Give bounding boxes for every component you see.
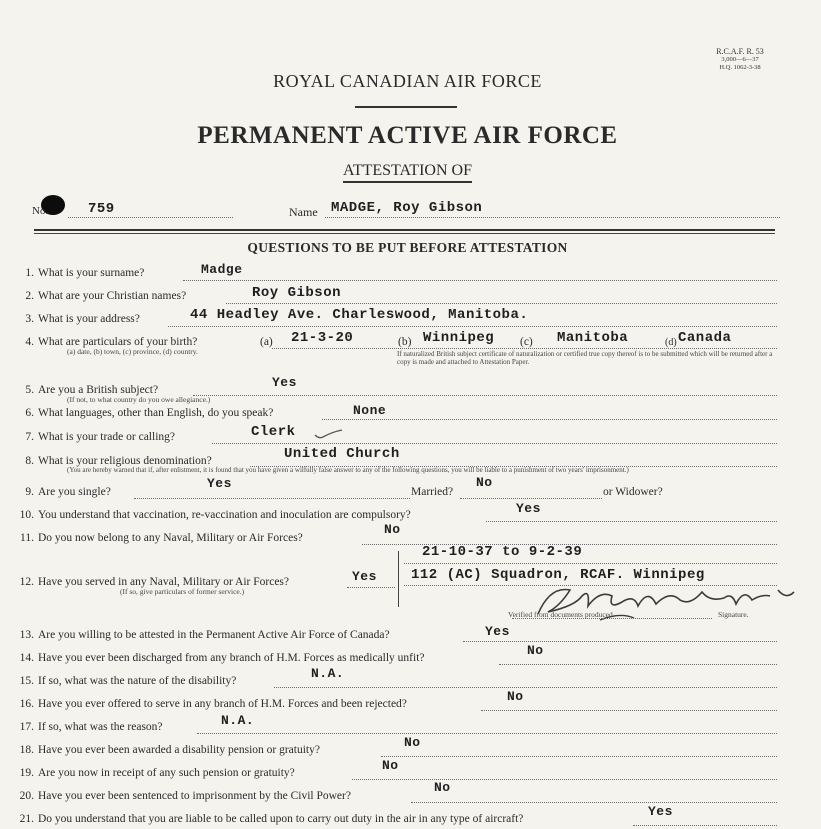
- record-number-dots: [68, 217, 233, 218]
- answer-dots: [272, 348, 777, 349]
- question-number: 6.: [25, 407, 34, 419]
- question-text: Have you ever been discharged from any branch of H.M. Forces as medically unfit?: [38, 652, 425, 664]
- question-text: If so, what was the reason?: [38, 721, 163, 733]
- answer-dots: [226, 303, 777, 304]
- answer-dots: [347, 587, 395, 588]
- form-code-line: R.C.A.F. R. 53: [716, 47, 764, 56]
- page-title: PERMANENT ACTIVE AIR FORCE: [197, 122, 618, 149]
- question-text: What is your trade or calling?: [38, 431, 175, 443]
- question-text: Are you single?: [38, 486, 111, 498]
- question-9: [12, 486, 111, 498]
- header-divider: [355, 106, 457, 108]
- answer-dots: [481, 710, 777, 711]
- answer-dots: [381, 756, 777, 757]
- answer-single: Yes: [207, 476, 232, 491]
- section-rule: [34, 229, 775, 231]
- prior-service-dates: 21-10-37 to 9-2-39: [422, 544, 583, 560]
- answer-dots: [193, 395, 777, 396]
- form-code-line: H.Q. 1062-3-38: [719, 64, 761, 71]
- birth-c-label: (c): [520, 336, 533, 348]
- question-number: 2.: [25, 290, 34, 302]
- answer-trade: Clerk: [251, 424, 296, 440]
- question-number: 4.: [25, 336, 34, 348]
- question-text: Are you willing to be attested in the Permanent Active Air Force of Canada?: [38, 629, 390, 641]
- answer-languages: None: [353, 403, 387, 418]
- answer-dots: [460, 498, 602, 499]
- question-text: You understand that vaccination, re-vaccination and inoculation are compulsory?: [38, 509, 411, 521]
- answer-dots: [352, 779, 777, 780]
- question-1: [12, 267, 144, 279]
- question-13: [12, 629, 390, 641]
- question-text: Are you now in receipt of any such pension or gratuity?: [38, 767, 295, 779]
- name-label: Name: [289, 205, 318, 219]
- section-title: QUESTIONS TO BE PUT BEFORE ATTESTATION: [247, 240, 568, 255]
- question-number: 19.: [19, 767, 34, 779]
- question-17: [12, 721, 163, 733]
- birth-country: Canada: [678, 330, 732, 346]
- answer-current-service: No: [384, 522, 401, 537]
- question-number: 10.: [19, 509, 34, 521]
- answer-rejection-reason: N.A.: [221, 713, 255, 728]
- answer-dots: [197, 733, 777, 734]
- birth-d-label: (d): [665, 337, 677, 348]
- question-number: 5.: [25, 384, 34, 396]
- question-10: [12, 509, 411, 521]
- question-number: 13.: [19, 629, 34, 641]
- question-number: 11.: [20, 532, 34, 544]
- question-14: [12, 652, 425, 664]
- question-text: Have you ever offered to serve in any branch of H.M. Forces and been rejected?: [38, 698, 407, 710]
- question-number: 21.: [19, 813, 34, 825]
- birth-b-label: (b): [398, 336, 412, 348]
- question-text: Do you now belong to any Naval, Military or Air Forces?: [38, 532, 303, 544]
- answer-willing: Yes: [485, 624, 510, 639]
- question-21: [12, 813, 523, 825]
- answer-married: No: [476, 475, 493, 490]
- answer-rejected: No: [507, 689, 524, 704]
- question-number: 17.: [19, 721, 34, 733]
- question-text: What are particulars of your birth?: [38, 336, 198, 348]
- question-number: 9.: [25, 486, 34, 498]
- question-6: [12, 407, 273, 419]
- question-19: [12, 767, 295, 779]
- naturalization-note: If naturalized British subject certificate of naturalization or certified true copy thereof is to be submitted which will be returned after a copy is made and attached to Attestation Paper.: [397, 350, 773, 366]
- verified-label: Verified from documents produced.: [508, 610, 615, 619]
- question-4-sub: (a) date, (b) town, (c) province, (d) country.: [67, 347, 198, 356]
- answer-christian-names: Roy Gibson: [252, 285, 342, 301]
- answer-dots: [411, 802, 777, 803]
- answer-dots: [168, 326, 777, 327]
- question-number: 15.: [19, 675, 34, 687]
- answer-dots: [134, 498, 410, 499]
- married-label: Married?: [411, 486, 454, 498]
- question-text: What is your surname?: [38, 267, 145, 279]
- form-code-line: 3,000—6—37: [721, 56, 759, 63]
- answer-dots: [633, 825, 777, 826]
- question-text: Have you ever been awarded a disability pension or gratuity?: [38, 744, 320, 756]
- question-number: 12.: [19, 576, 34, 588]
- answer-dots: [322, 419, 777, 420]
- question-3: [12, 313, 140, 325]
- question-5-sub: (If not, to what country do you owe allegiance.): [67, 395, 211, 404]
- question-15: [12, 675, 236, 687]
- question-number: 7.: [25, 431, 34, 443]
- question-12-sub: (If so, give particulars of former service.): [120, 587, 245, 596]
- attestation-label: ATTESTATION OF: [343, 162, 472, 183]
- birth-a-label: (a): [260, 336, 273, 348]
- question-number: 14.: [19, 652, 34, 664]
- answer-discharged: No: [527, 643, 544, 658]
- record-number: 759: [88, 201, 115, 217]
- question-7: [12, 431, 175, 443]
- question-11: [12, 532, 303, 544]
- false-answer-warning: (You are hereby warned that if, after enlistment, it is found that you have given a wilfully false answer to any of the following questions, you will be liable to a punishment of two years' imprisonment.): [67, 466, 629, 474]
- attestation-subtitle: [0, 162, 815, 180]
- name-dots: [325, 217, 780, 218]
- question-text: What are your Christian names?: [38, 290, 187, 302]
- answer-prior-service: Yes: [352, 569, 377, 584]
- form-code: [700, 48, 780, 72]
- question-number: 3.: [25, 313, 34, 325]
- answer-imprisonment: No: [434, 780, 451, 795]
- birth-province: Manitoba: [557, 330, 629, 346]
- question-text: Have you ever been sentenced to imprisonment by the Civil Power?: [38, 790, 351, 802]
- answer-disability: N.A.: [311, 666, 345, 681]
- answer-dots: [183, 280, 777, 281]
- answer-british-subject: Yes: [272, 375, 297, 390]
- prior-service-bracket: [398, 551, 405, 607]
- answer-dots: [499, 664, 777, 665]
- signature-label: Signature.: [718, 610, 749, 619]
- question-text: What is your address?: [38, 313, 140, 325]
- answer-address: 44 Headley Ave. Charleswood, Manitoba.: [190, 307, 529, 323]
- answer-dots: [404, 563, 777, 564]
- birth-town: Winnipeg: [423, 330, 495, 346]
- answer-vaccination: Yes: [516, 501, 541, 516]
- section-rule: [34, 233, 775, 234]
- checkmark-icon: [314, 428, 344, 440]
- answer-pension: No: [404, 735, 421, 750]
- record-number-label: No.: [32, 205, 49, 217]
- question-18: [12, 744, 320, 756]
- question-number: 16.: [19, 698, 34, 710]
- answer-dots: [486, 521, 777, 522]
- birth-date: 21-3-20: [291, 330, 354, 346]
- answer-religion: United Church: [284, 446, 400, 462]
- question-text: What languages, other than English, do you speak?: [38, 407, 274, 419]
- question-16: [12, 698, 407, 710]
- question-text: Have you served in any Naval, Military or Air Forces?: [38, 576, 290, 588]
- prior-service-unit: 112 (AC) Squadron, RCAF. Winnipeg: [411, 567, 705, 583]
- question-text: If so, what was the nature of the disability?: [38, 675, 237, 687]
- answer-receipt-pension: No: [382, 758, 399, 773]
- answer-dots: [212, 443, 777, 444]
- question-text: What is your religious denomination?: [38, 455, 212, 467]
- question-text: Are you a British subject?: [38, 384, 159, 396]
- answer-dots: [463, 641, 777, 642]
- widower-label: or Widower?: [603, 486, 663, 498]
- question-20: [12, 790, 351, 802]
- question-2: [12, 290, 186, 302]
- answer-surname: Madge: [201, 262, 243, 277]
- question-number: 8.: [25, 455, 34, 467]
- question-text: Do you understand that you are liable to be called upon to carry out duty in the air in any type of aircraft?: [38, 813, 524, 825]
- answer-air-duty: Yes: [648, 804, 673, 819]
- answer-dots: [274, 687, 777, 688]
- question-number: 20.: [19, 790, 34, 802]
- name-value: MADGE, Roy Gibson: [331, 200, 483, 216]
- org-heading: ROYAL CANADIAN AIR FORCE: [273, 71, 542, 91]
- question-number: 1.: [25, 267, 34, 279]
- question-number: 18.: [19, 744, 34, 756]
